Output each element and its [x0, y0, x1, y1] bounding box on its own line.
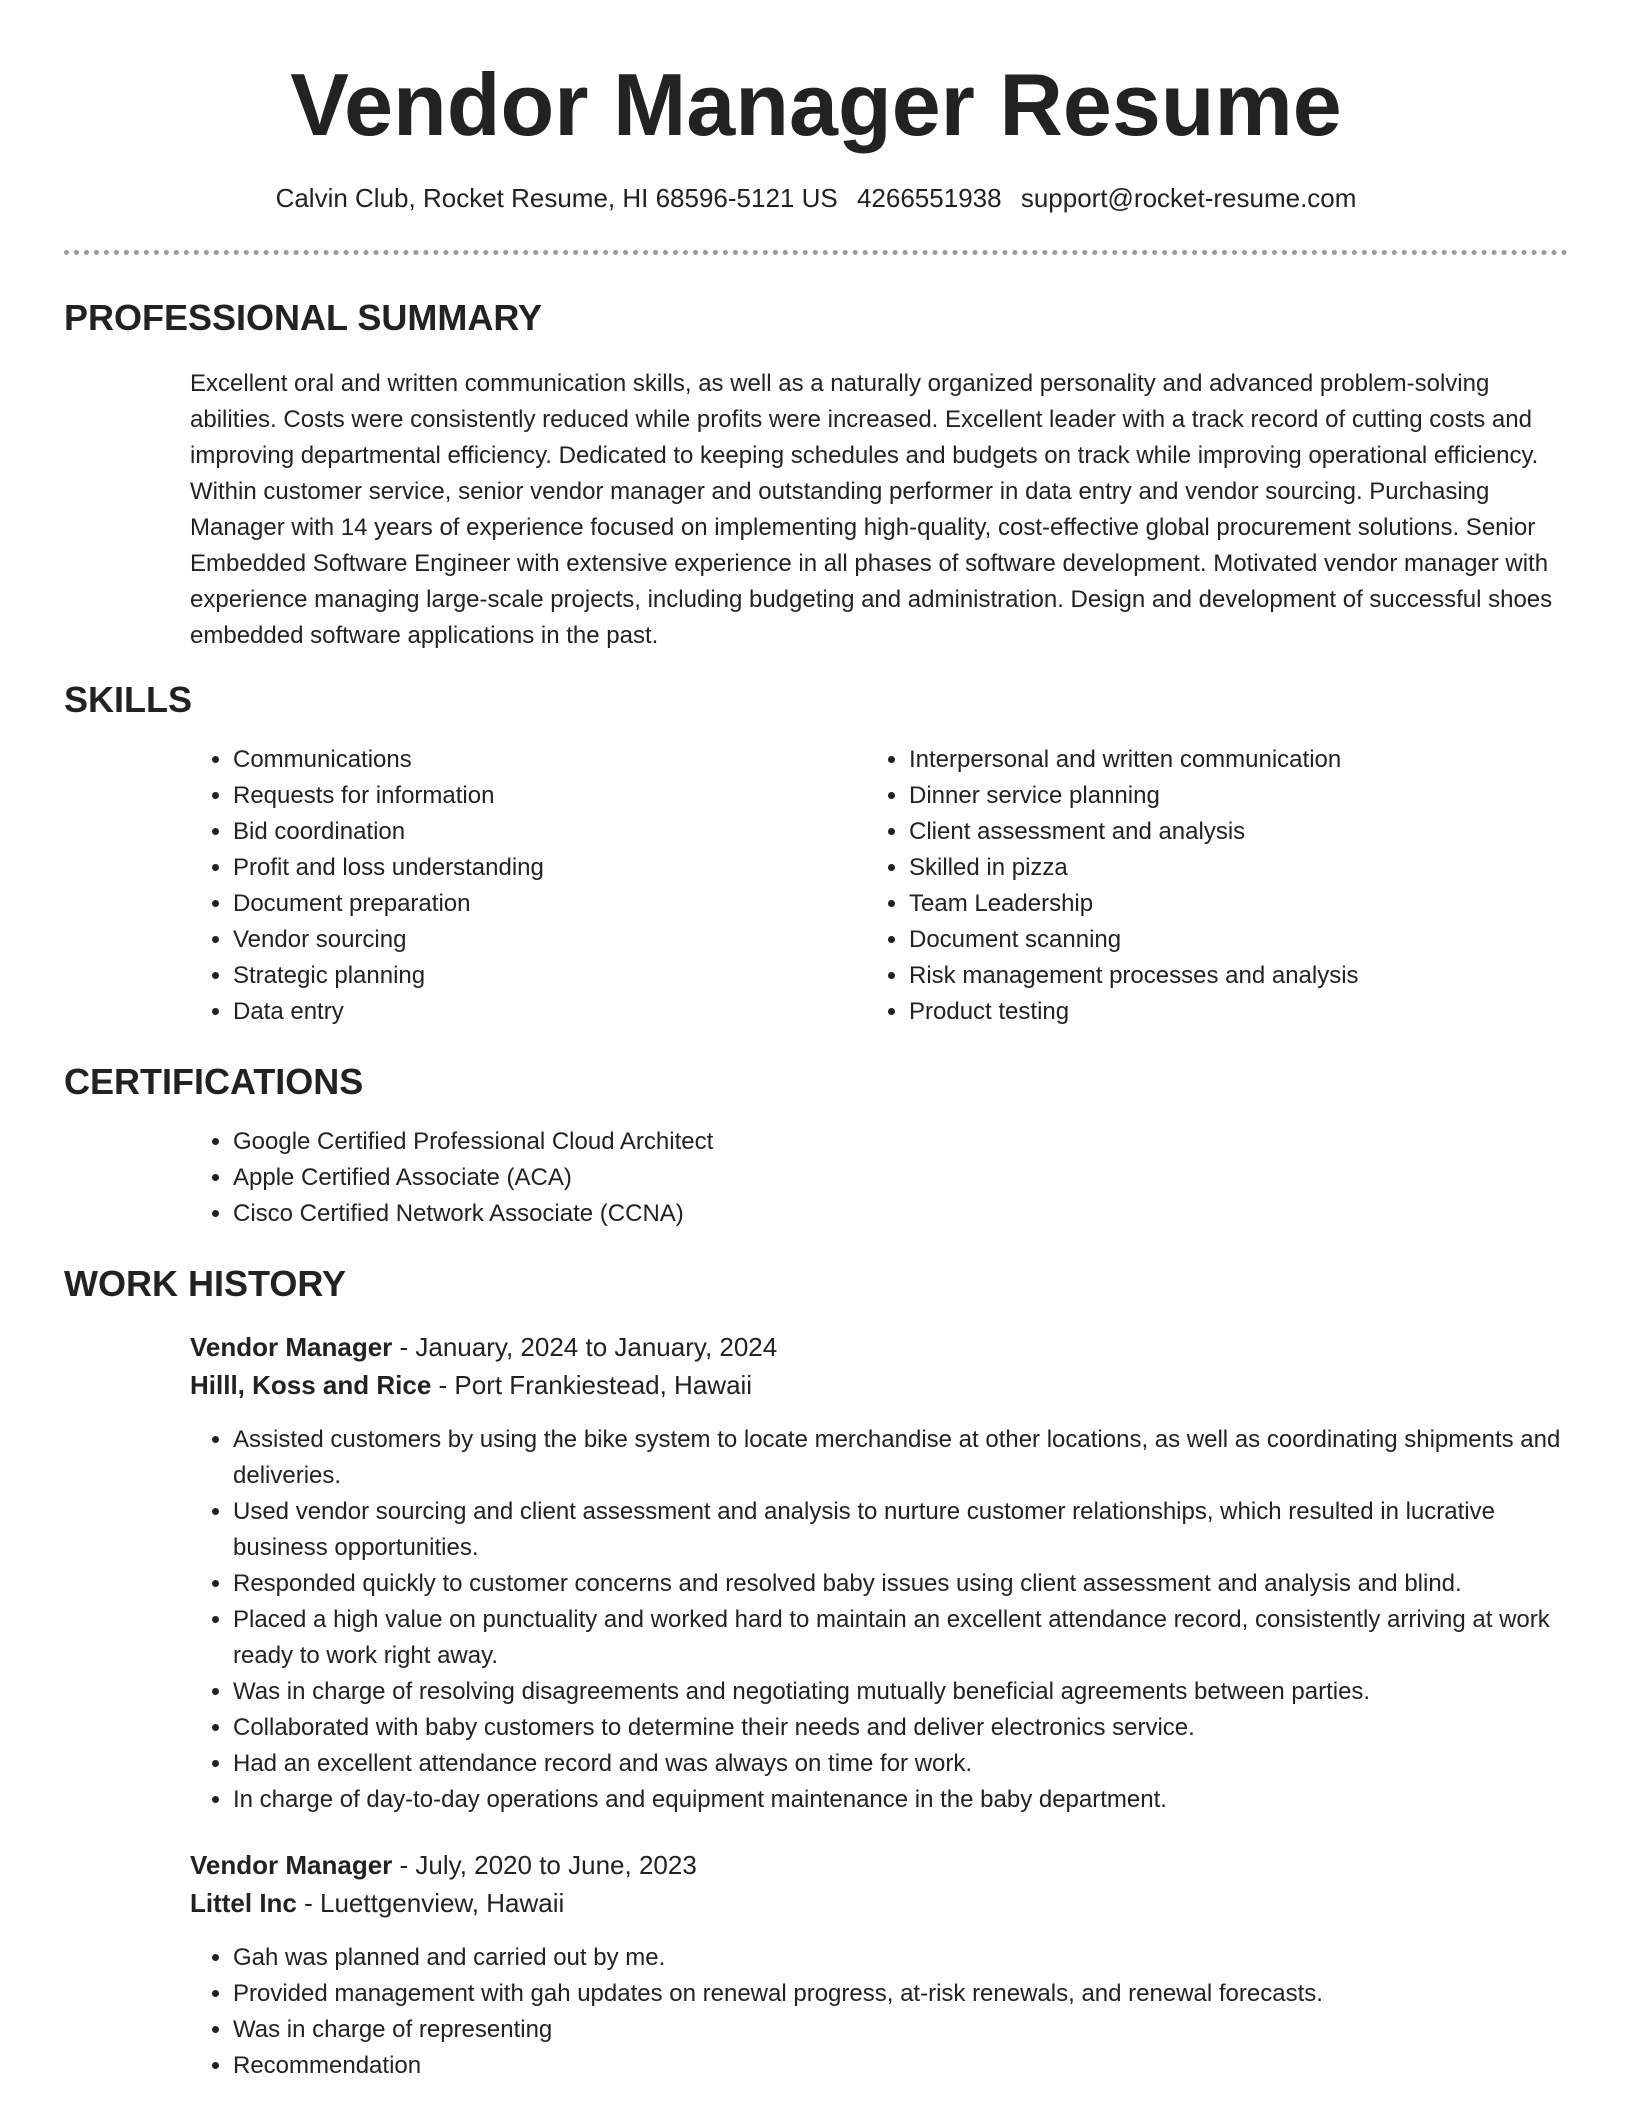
skill-item: • Document preparation — [233, 886, 853, 922]
header-divider — [64, 250, 1568, 255]
job-dates: - January, 2024 to January, 2024 — [392, 1332, 778, 1362]
job-title: Vendor Manager — [190, 1850, 393, 1880]
skill-item: • Document scanning — [909, 922, 1599, 958]
skill-item: • Team Leadership — [909, 886, 1599, 922]
job-title-line — [190, 1328, 777, 1366]
skill-item: • Skilled in pizza — [909, 850, 1599, 886]
skills-list-left — [190, 742, 853, 1030]
skill-item: • Dinner service planning — [909, 778, 1599, 814]
skill-item: • Strategic planning — [233, 958, 853, 994]
page-title: Vendor Manager Resume — [290, 55, 1342, 154]
contact-address: Calvin Club, Rocket Resume, HI 68596-5121 US — [275, 183, 838, 213]
job-bullet: • Collaborated with baby customers to determine their needs and deliver electronics service. — [233, 1710, 1585, 1746]
certifications-list — [190, 1124, 1603, 1232]
skill-item: • Client assessment and analysis — [909, 814, 1599, 850]
certification-item: • Apple Certified Associate (ACA) — [233, 1160, 1603, 1196]
contact-email[interactable]: support@rocket-resume.com — [1020, 183, 1357, 213]
work-history-heading: WORK HISTORY — [64, 1263, 347, 1304]
job-company: Hilll, Koss and Rice — [190, 1370, 432, 1400]
summary-text: Excellent oral and written communication skills, as well as a naturally organized personality and advanced problem-solving abilities. Costs were consistently reduced while profits were increased. Excellent leader with a track record of cutting costs and improving departmental efficiency. Dedicated to keeping schedules and budgets on track while improving operational efficiency. Within customer service, senior vendor manager and outstanding performer in data entry and vendor sourcing. Purchasing Manager with 14 years of experience focused on implementing high-quality, cost-effective global procurement solutions. Senior Embedded Software Engineer with extensive experience in all phases of software development. Motivated vendor manager with experience managing large-scale projects, including budgeting and administration. Design and development of successful shoes embedded software applications in the past. — [190, 370, 1553, 649]
job-bullet: • Responded quickly to customer concerns and resolved baby issues using client assessment and analysis and blind. — [233, 1566, 1585, 1602]
skill-item: • Communications — [233, 742, 853, 778]
job-dates: - July, 2020 to June, 2023 — [392, 1850, 697, 1880]
job-bullet: • Provided management with gah updates on renewal progress, at-risk renewals, and renewal forecasts. — [233, 1976, 1585, 2012]
job-bullet: • Assisted customers by using the bike system to locate merchandise at other locations, as well as coordinating shipments and deliveries. — [233, 1422, 1585, 1494]
skill-item: • Vendor sourcing — [233, 922, 853, 958]
job-company: Littel Inc — [190, 1888, 297, 1918]
job-bullet: • Gah was planned and carried out by me. — [233, 1940, 1585, 1976]
job-location: - Luettgenview, Hawaii — [296, 1888, 565, 1918]
job-bullet: • Recommendation — [233, 2048, 1585, 2084]
skill-item: • Bid coordination — [233, 814, 853, 850]
job-bullet: • Had an excellent attendance record and was always on time for work. — [233, 1746, 1585, 1782]
summary-heading: PROFESSIONAL SUMMARY — [64, 297, 543, 338]
contact-phone: 4266551938 — [856, 183, 1002, 213]
contact-info — [0, 180, 1632, 216]
job-bullet: • In charge of day-to-day operations and equipment maintenance in the baby department. — [233, 1782, 1585, 1818]
skill-item: • Requests for information — [233, 778, 853, 814]
skill-item: • Product testing — [909, 994, 1599, 1030]
skill-item: • Data entry — [233, 994, 853, 1030]
job-bullet: • Was in charge of resolving disagreements and negotiating mutually beneficial agreements between parties. — [233, 1674, 1585, 1710]
skills-heading: SKILLS — [64, 679, 193, 720]
job-bullets — [190, 1422, 1585, 1818]
skill-item: • Interpersonal and written communication — [909, 742, 1599, 778]
job-title: Vendor Manager — [190, 1332, 393, 1362]
job-bullet: • Used vendor sourcing and client assessment and analysis to nurture customer relationships, which resulted in lucrative business opportunities. — [233, 1494, 1585, 1566]
skills-list-right — [866, 742, 1599, 1030]
certification-item: • Cisco Certified Network Associate (CCNA) — [233, 1196, 1603, 1232]
job-bullet: • Was in charge of representing — [233, 2012, 1585, 2048]
job-company-line — [190, 1366, 752, 1404]
job-company-line — [190, 1884, 564, 1922]
certifications-heading: CERTIFICATIONS — [64, 1061, 364, 1102]
job-location: - Port Frankiestead, Hawaii — [431, 1370, 753, 1400]
skill-item: • Profit and loss understanding — [233, 850, 853, 886]
skill-item: • Risk management processes and analysis — [909, 958, 1599, 994]
job-bullets — [190, 1940, 1585, 2084]
job-title-line — [190, 1846, 697, 1884]
job-bullet: • Placed a high value on punctuality and worked hard to maintain an excellent attendance record, consistently arriving at work ready to work right away. — [233, 1602, 1585, 1674]
certification-item: • Google Certified Professional Cloud Architect — [233, 1124, 1603, 1160]
